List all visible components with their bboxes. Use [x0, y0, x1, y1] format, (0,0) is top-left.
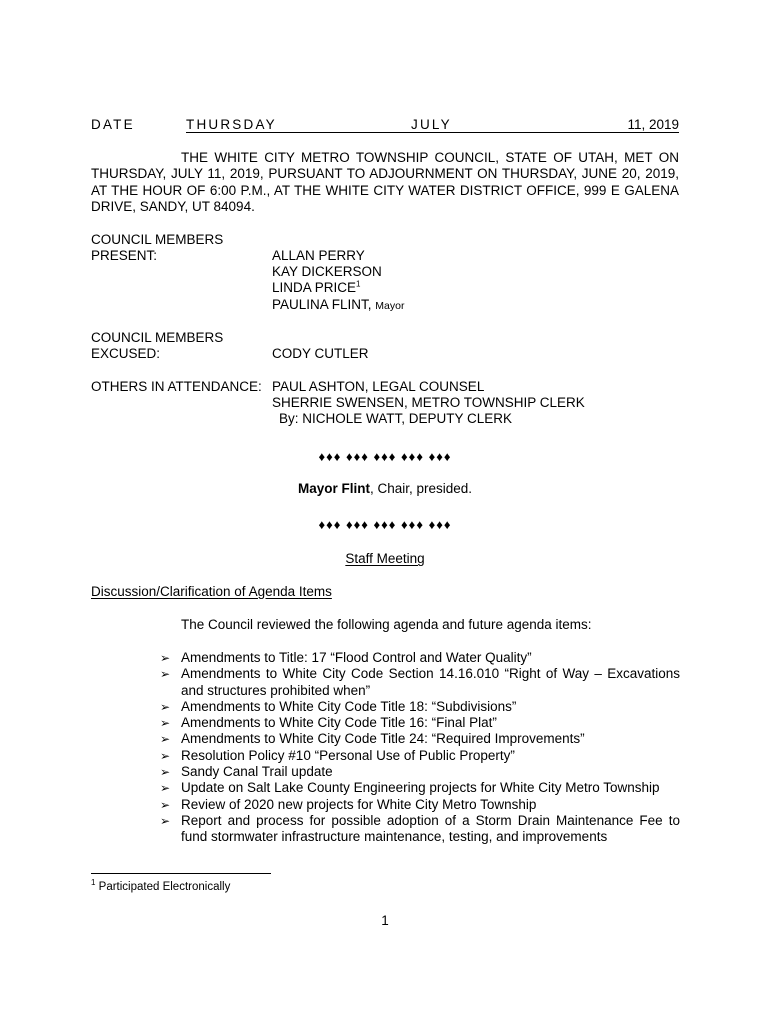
agenda-item-text: Amendments to White City Code Title 24: “Required Improvements” — [181, 731, 585, 747]
agenda-item-text: Review of 2020 new projects for White City Metro Township — [181, 796, 537, 812]
footnote-reference: 1 — [356, 279, 361, 289]
agenda-item-text: Amendments to White City Code Section 14.16.010 “Right of Way – Excavations and structures prohibited when” — [181, 666, 680, 698]
date-day: THURSDAY — [186, 117, 277, 132]
separator-diamonds: ♦♦♦ ♦♦♦ ♦♦♦ ♦♦♦ ♦♦♦ — [318, 517, 452, 532]
present-member: ALLAN PERRY — [272, 248, 365, 263]
arrow-bullet-icon: ➢ — [160, 813, 171, 828]
present-member-mayor — [272, 297, 404, 314]
present-member: PAULINA FLINT, — [272, 297, 372, 312]
mayor-title: Mayor — [375, 300, 405, 312]
agenda-item-text: Update on Salt Lake County Engineering projects for White City Metro Township — [181, 780, 660, 796]
date-label: DATE — [91, 117, 135, 132]
footnote-number: 1 — [91, 878, 96, 888]
excused-member: CODY CUTLER — [272, 346, 369, 361]
presided-rest: , Chair, presided. — [369, 481, 473, 496]
list-item — [160, 715, 680, 731]
others-line: By: NICHOLE WATT, DEPUTY CLERK — [279, 411, 513, 426]
list-item — [160, 813, 680, 846]
arrow-bullet-icon: ➢ — [160, 699, 171, 714]
date-month: JULY — [411, 117, 452, 132]
arrow-bullet-icon: ➢ — [160, 716, 171, 731]
page-number: 1 — [381, 913, 389, 928]
agenda-item-text: Report and process for possible adoption of a Storm Drain Maintenance Fee to fund stormwater infrastructure maintenance, testing, and improvements — [181, 812, 680, 845]
intro-text: THE WHITE CITY METRO TOWNSHIP COUNCIL, STATE OF UTAH, MET ON THURSDAY, JULY 11, 2019, PURSUANT TO ADJOURNMENT ON THURSDAY, JUNE 20, 2019, AT THE HOUR OF 6:00 P.M., AT THE WHITE CITY WATER DISTRICT OFFICE, 999 E GALENA DRIVE, SANDY, UT 84094. — [91, 150, 679, 215]
list-item — [160, 797, 680, 813]
present-label-line2: PRESENT: — [91, 248, 158, 263]
date-line — [91, 117, 679, 134]
presided-name: Mayor Flint — [297, 481, 370, 496]
excused-label-line2: EXCUSED: — [91, 346, 161, 361]
list-item — [160, 764, 680, 780]
others-line: SHERRIE SWENSEN, METRO TOWNSHIP CLERK — [272, 395, 585, 410]
arrow-bullet-icon: ➢ — [160, 765, 171, 780]
arrow-bullet-icon: ➢ — [160, 781, 171, 796]
footnote-rule — [91, 873, 271, 874]
others-label: OTHERS IN ATTENDANCE: — [91, 379, 262, 394]
arrow-bullet-icon: ➢ — [160, 667, 171, 682]
agenda-item-text: Amendments to White City Code Title 16: “Final Plat” — [181, 715, 497, 731]
agenda-item-text: Resolution Policy #10 “Personal Use of Public Property” — [181, 747, 515, 763]
footnote — [91, 878, 231, 893]
arrow-bullet-icon: ➢ — [160, 651, 171, 665]
agenda-item-text: Amendments to Title: 17 “Flood Control and Water Quality” — [181, 650, 532, 665]
present-member: KAY DICKERSON — [272, 264, 382, 279]
agenda-item-text: Amendments to White City Code Title 18: “Subdivisions” — [181, 698, 517, 714]
agenda-list — [160, 650, 680, 846]
arrow-bullet-icon: ➢ — [160, 732, 171, 747]
present-member-with-footnote — [272, 280, 360, 296]
list-item — [160, 699, 680, 715]
agenda-item-text: Sandy Canal Trail update — [181, 764, 333, 780]
footnote-text: Participated Electronically — [98, 881, 231, 893]
subsection-title: Discussion/Clarification of Agenda Items — [91, 584, 332, 599]
present-member: LINDA PRICE — [272, 280, 357, 295]
intro-paragraph — [91, 150, 679, 216]
section-title: Staff Meeting — [345, 551, 425, 566]
list-item — [160, 748, 680, 764]
arrow-bullet-icon: ➢ — [160, 797, 171, 812]
list-item — [160, 666, 680, 699]
list-item — [160, 780, 680, 796]
review-text: The Council reviewed the following agenda and future agenda items: — [181, 617, 592, 632]
arrow-bullet-icon: ➢ — [160, 748, 171, 763]
list-item — [160, 731, 680, 747]
separator-diamonds: ♦♦♦ ♦♦♦ ♦♦♦ ♦♦♦ ♦♦♦ — [318, 449, 452, 464]
list-item — [160, 650, 680, 666]
excused-label-line1: COUNCIL MEMBERS — [91, 330, 224, 345]
present-label-line1: COUNCIL MEMBERS — [91, 232, 224, 247]
date-daynum-year: 11, 2019 — [627, 117, 679, 132]
presided-line — [91, 481, 679, 497]
others-line: PAUL ASHTON, LEGAL COUNSEL — [272, 379, 485, 394]
date-underline — [186, 132, 679, 133]
